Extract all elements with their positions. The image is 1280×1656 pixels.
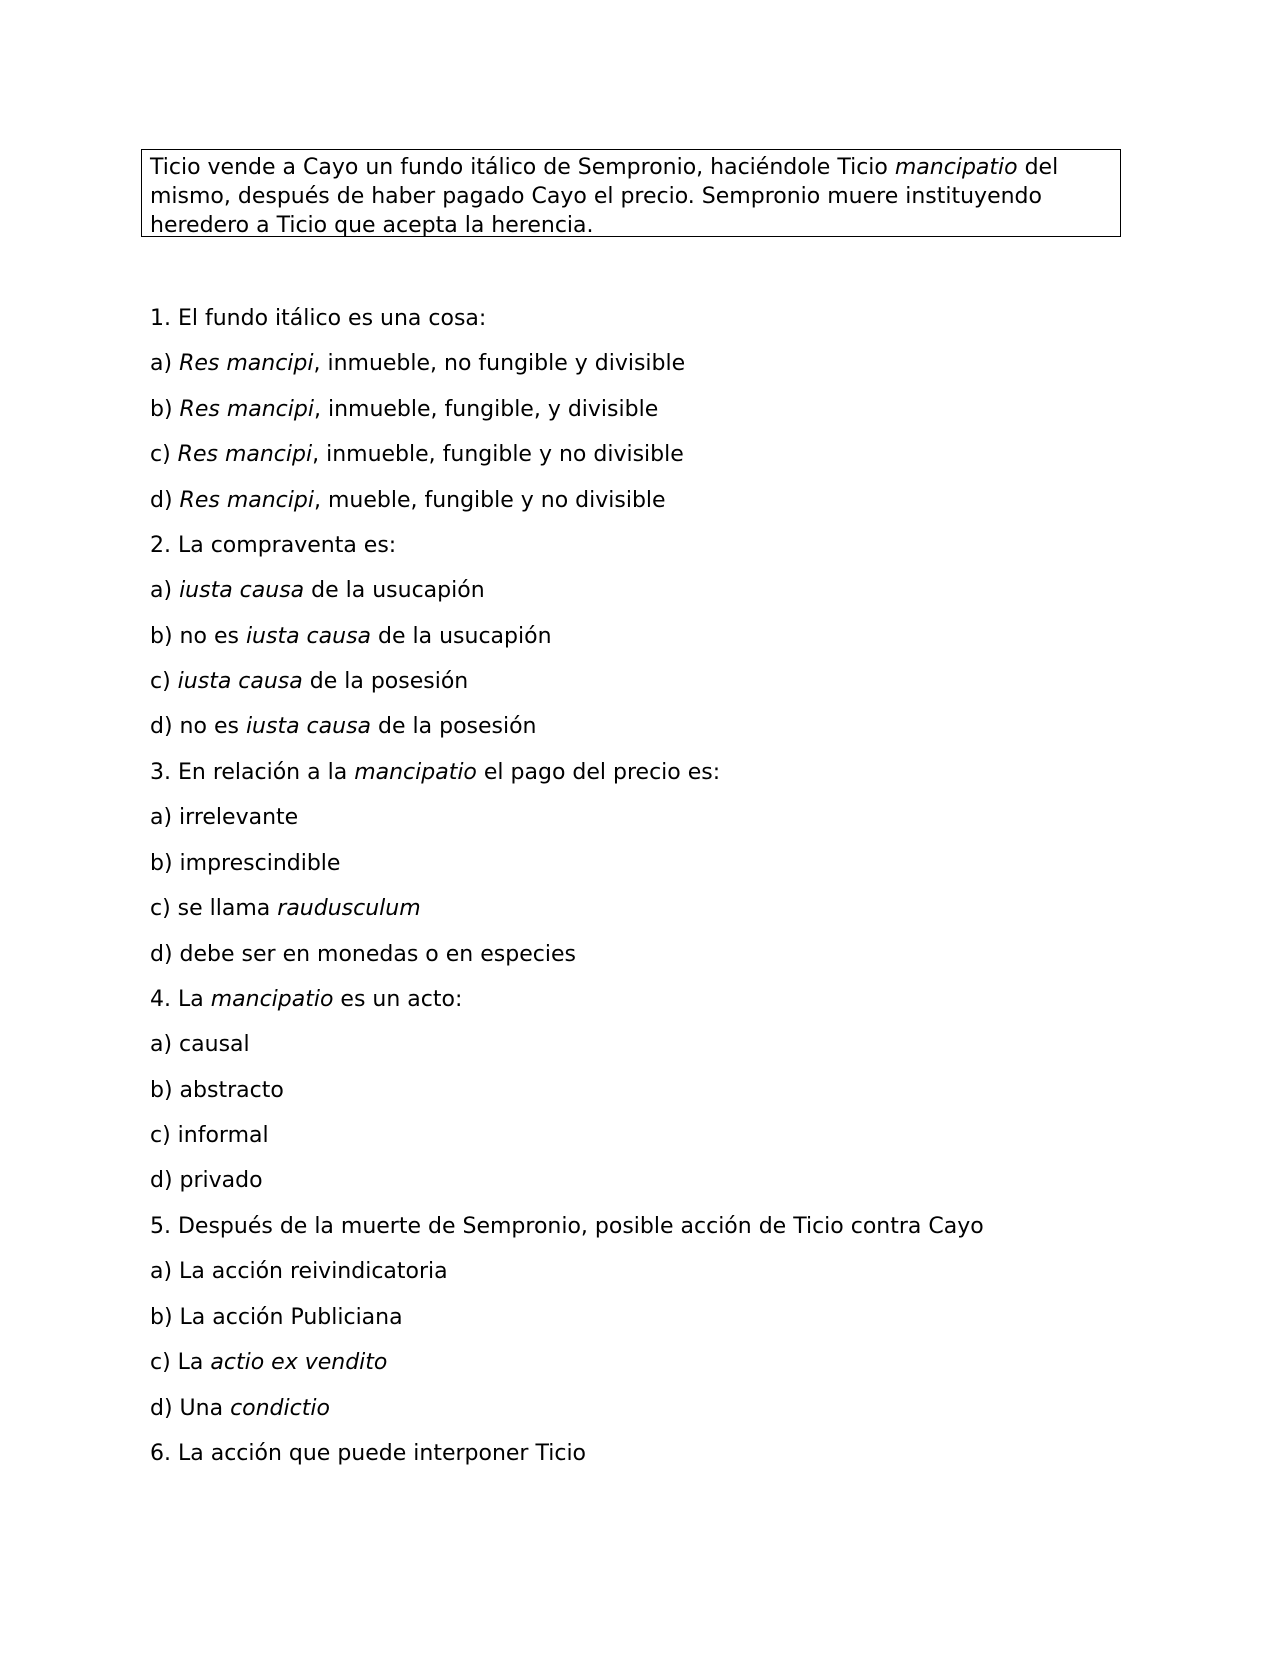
italic-term: Res mancipi [179,351,314,377]
line-text: de la usucapión [304,578,485,604]
answer-option [150,844,1150,889]
answer-option [150,1071,1150,1117]
line-text: c) se llama [150,896,278,922]
case-line-3: heredero a Ticio que acepta la herencia. [150,213,594,238]
line-text: d) no es [150,714,246,740]
line-text: a) La acción reivindicatoria [150,1259,448,1285]
answer-option [150,435,1150,481]
question-list [150,299,1150,1479]
line-text: , inmueble, no fungible y divisible [313,351,686,377]
italic-term: condictio [230,1395,330,1421]
line-text: c) [150,669,178,695]
line-text: a) [150,351,180,377]
answer-option [150,662,1150,707]
case-line-1-italic: mancipatio [894,155,1018,180]
italic-term: raudusculum [277,896,421,922]
answer-option [150,707,1150,753]
italic-term: iusta causa [245,623,372,649]
question-line [150,1207,1150,1252]
italic-term: Res mancipi [179,396,314,422]
line-text: el pago del precio es: [476,759,721,785]
case-line-1-end: del [1017,155,1059,180]
answer-option [150,617,1150,663]
line-text: b) imprescindible [150,850,341,876]
case-statement-box [141,149,1121,237]
answer-option [150,1298,1150,1343]
italic-term: Res mancipi [179,487,314,513]
question-line [150,753,1150,798]
case-line-1-text: Ticio vende a Cayo un fundo itálico de Sempronio, haciéndole Ticio [150,155,895,180]
italic-term: Res mancipi [177,442,313,468]
line-text: de la posesión [302,669,469,695]
line-text: 5. Después de la muerte de Sempronio, posible acción de Ticio contra Cayo [150,1213,984,1239]
answer-option [150,1161,1150,1207]
answer-option [150,889,1150,935]
line-text: d) [150,487,180,513]
italic-term: mancipatio [210,986,334,1012]
question-line [150,299,1150,344]
line-text: 6. La acción que puede interponer Ticio [150,1440,587,1466]
line-text: c) La [150,1350,211,1376]
question-line [150,1434,1150,1480]
answer-option [150,571,1150,616]
answer-option [150,935,1150,980]
line-text: d) debe ser en monedas o en especies [150,941,576,967]
italic-term: actio ex vendito [210,1350,388,1376]
italic-term: iusta causa [179,578,305,604]
line-text: b) abstracto [150,1077,284,1103]
italic-term: iusta causa [245,714,372,740]
line-text: b) [150,396,180,422]
line-text: d) Una [150,1395,231,1421]
answer-option [150,1116,1150,1161]
answer-option [150,481,1150,526]
line-text: b) no es [150,623,246,649]
answer-option [150,1343,1150,1389]
line-text: 3. En relación a la [150,759,355,785]
answer-option [150,798,1150,844]
line-text: c) informal [150,1123,269,1149]
line-text: 1. El fundo itálico es una cosa: [150,306,487,331]
line-text: es un acto: [333,986,463,1012]
question-line [150,980,1150,1026]
line-text: a) [150,578,180,604]
line-text: a) irrelevante [150,805,299,831]
line-text: 4. La [150,986,211,1012]
line-text: , inmueble, fungible y no divisible [312,442,684,468]
line-text: de la posesión [371,714,537,740]
answer-option [150,1025,1150,1070]
italic-term: iusta causa [177,669,303,695]
line-text: c) [150,442,178,468]
line-text: , mueble, fungible y no divisible [313,487,666,513]
line-text: , inmueble, fungible, y divisible [313,396,659,422]
line-text: 2. La compraventa es: [150,532,397,558]
answer-option [150,1389,1150,1434]
line-text: b) La acción Publiciana [150,1304,403,1330]
case-line-2: mismo, después de haber pagado Cayo el precio. Sempronio muere instituyendo [150,184,1042,209]
answer-option [150,390,1150,435]
question-line [150,526,1150,572]
line-text: de la usucapión [371,623,552,649]
line-text: d) privado [150,1168,263,1194]
italic-term: mancipatio [354,759,477,785]
answer-option [150,1252,1150,1298]
answer-option [150,344,1150,390]
line-text: a) causal [150,1032,250,1058]
case-line-1 [150,153,1112,182]
